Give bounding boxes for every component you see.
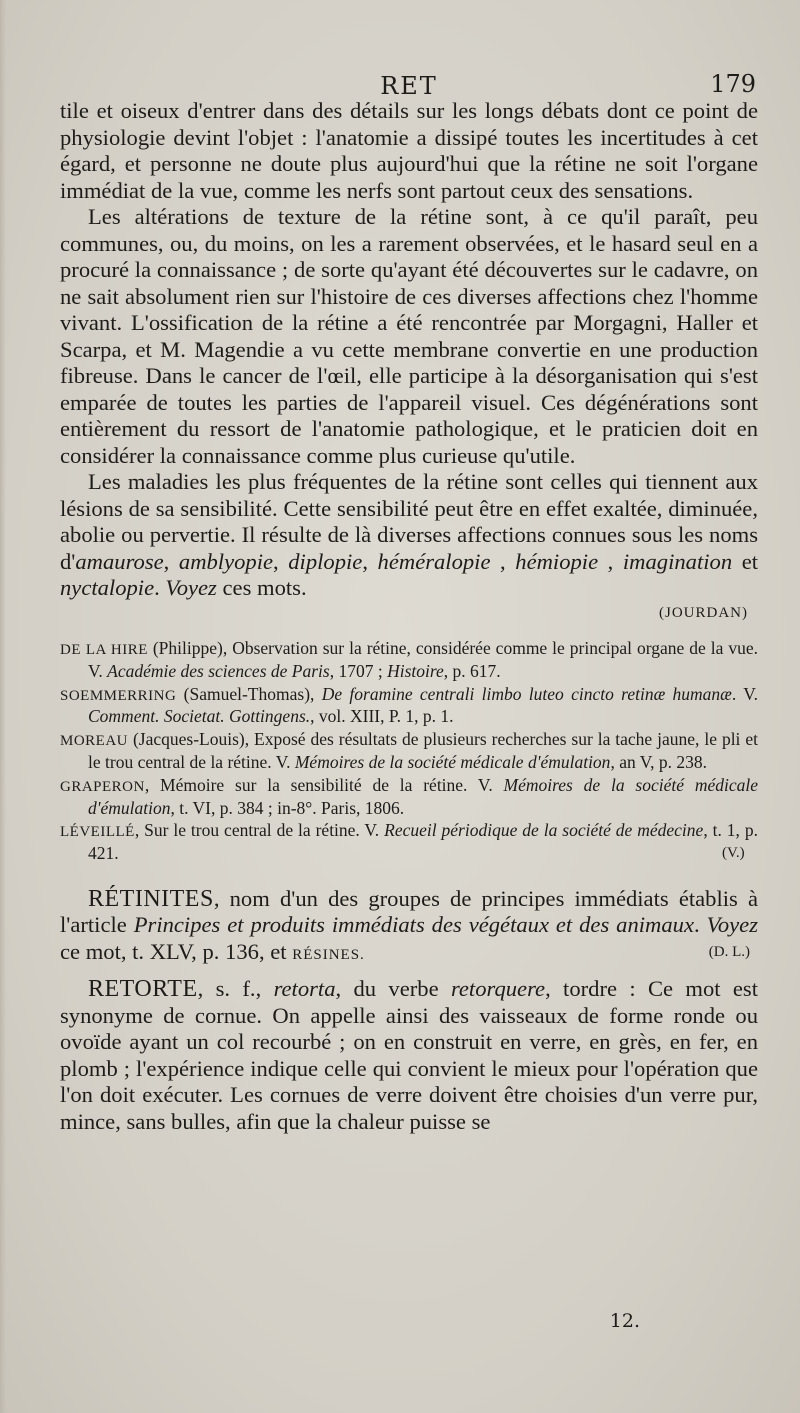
retorte-text: , du verbe [335,976,451,1002]
term-amblyopie: amblyopie [178,548,274,574]
article-body [60,98,758,626]
bib-text: . V. [731,683,758,704]
signature-mark: 12. [609,1310,640,1332]
bib-author: GRAPERON [60,778,145,795]
term-imagination: imagination [622,548,733,574]
retorte-latin: retorta [273,976,336,1002]
bib-text: , p. 617. [443,660,501,681]
retorte-verb: retorquere [450,976,546,1002]
retinites-text: . [693,912,707,938]
bib-author: LÉVEILLÉ [60,824,135,841]
bib-title: Recueil périodique de la société de médecine [384,820,704,841]
retorte-text: , tordre : Ce mot est synonyme de cornue. On appelle ainsi des vaisseaux de forme ronde ou ovoïde ayant un col recourbé ; on en construit en verre, en grès, en fer, en plomb ; l'expérience indique celle qui convient le mieux pour l'opération que l'on doit exécuter. Les cornues de verre doivent être choisies d'un verre pur, mince, sans bulles, afin que la chaleur puisse se [60,976,758,1134]
term-hemeralopie: héméralopie [377,548,491,574]
bib-text: , 1707 ; [329,660,388,681]
page-edge-shadow [0,0,6,1413]
term-diplopie: diplopie [288,548,363,574]
retinites-text: ce mot, t. XLV, p. 136, et [60,938,293,964]
paragraph-maladies-tail: ces mots. [216,575,307,600]
bib-author: SOEMMERRING [60,687,177,704]
entry-retinites [60,886,758,969]
signature-v: (V.) [722,845,745,862]
paragraph-maladies-text: Les maladies les plus fréquentes de la rétine sont celles qui tiennent aux lésions de sa sensibilité. Cette sensibilité peut être en effet exaltée, diminuée, abolie ou pervertie. Il résulte de là diverses affections connues sous les noms d' [60,469,758,574]
bib-entry-leveille [60,820,758,864]
bib-entry-de-la-hire [60,638,758,682]
retorte-paragraph [60,976,758,1135]
signature-dl: (D. L.) [708,943,750,960]
bib-title: Académie des sciences de Paris [107,660,330,681]
paragraph-alterations: Les altérations de texture de la rétine sont, à ce qu'il paraît, peu communes, ou, du moins, on les a rarement observées, et le hasard seul en a procuré la connaissance ; de sorte qu'ayant été découvertes sur le cadavre, on ne sait absolument rien sur l'histoire de ces diverses affections chez l'homme vivant. L'ossification de la rétine a été rencontrée par Morgagni, Haller et Scarpa, et M. Magendie a vu cette membrane convertie en une production fibreuse. Dans le cancer de l'œil, elle participe à la désorganisation qui s'est emparée de toutes les parties de l'appareil visuel. Ces dégénérations sont entièrement du ressort de l'anatomie pathologique, et le praticien doit en considérer la connaissance comme plus curieuse qu'utile. [60,204,758,468]
bib-author: MOREAU [60,733,129,750]
separator: et [732,548,759,574]
bib-title: Mémoires de la société médicale d'émulation [294,751,611,772]
bib-title: Comment. Societat. Gottingens. [88,706,311,727]
bib-text: (Samuel-Thomas), [176,683,322,704]
headword-retinites: RÉTINITES [88,885,214,912]
bib-text: , t. 1, p. 421. [88,820,758,864]
term-hemiopie: hémiopie [515,548,599,574]
bib-entry-soemmerring [60,684,758,728]
retinites-xref-title: Principes et produits immédiats des végétaux et des animaux [133,912,694,938]
bib-text: , t. VI, p. 384 ; in-8°. Paris, 1806. [170,797,405,818]
page-header [60,58,758,98]
bib-entry-graperon [60,775,758,819]
term-nyctalopie: nyctalopie [60,575,155,600]
paragraph-maladies [60,469,758,602]
signature-jourdan: (JOURDAN) [659,604,748,621]
bib-title: Mémoires de la société médicale d'émulation [88,774,758,818]
entry-retorte [60,976,758,1135]
separator: , [490,548,516,574]
bib-title: Histoire [387,660,444,681]
xref-resines: RÉSINES. [292,946,365,963]
separator: , [598,548,623,574]
bib-author: DE LA HIRE [60,642,148,658]
paragraph-continuation: tile et oiseux d'entrer dans des détails sur les longs débats dont ce point de physiologie devint l'objet : l'anatomie a dissipé toutes les incertitudes à cet égard, et personne ne doute plus aujourd'hui que la rétine ne soit l'organe immédiat de la vue, comme les nerfs sont partout ceux des sensations. [60,98,758,203]
voyez-link: Voyez [165,575,217,600]
bib-text: , vol. XIII, P. 1, p. 1. [310,706,454,727]
bibliography [60,638,758,864]
headword-retorte: RETORTE [88,976,198,1003]
retinites-paragraph [60,886,758,969]
term-amaurose: amaurose [75,548,164,574]
bib-entry-moreau [60,729,758,773]
separator: , [362,548,378,574]
separator: , [273,548,289,574]
separator: , [163,548,179,574]
bib-text: (Philippe), Observation sur la rétine, considérée comme le principal organe de la vue. V. [88,638,758,681]
separator: . [154,575,166,600]
running-head: RET [380,72,438,100]
retorte-text: , s. f., [197,976,274,1002]
bib-text: (Jacques-Louis), Exposé des résultats de plusieurs recherches sur la tache jaune, le pli et le trou central de la rétine. V. [88,729,758,772]
bib-text: , Sur le trou central de la rétine. V. [134,820,385,841]
retinites-text: , nom d'un des groupes de principes immédiats établis à l'article [60,885,758,938]
author-signature [60,600,758,627]
bib-text: , Mémoire sur la sensibilité de la rétine. V. [144,774,504,795]
page-number: 179 [710,70,756,98]
voyez-link: Voyez [706,912,759,938]
bib-text: , an V, p. 238. [610,751,708,772]
bib-title: De foramine centrali limbo luteo cincto retinæ humanæ [321,683,732,704]
